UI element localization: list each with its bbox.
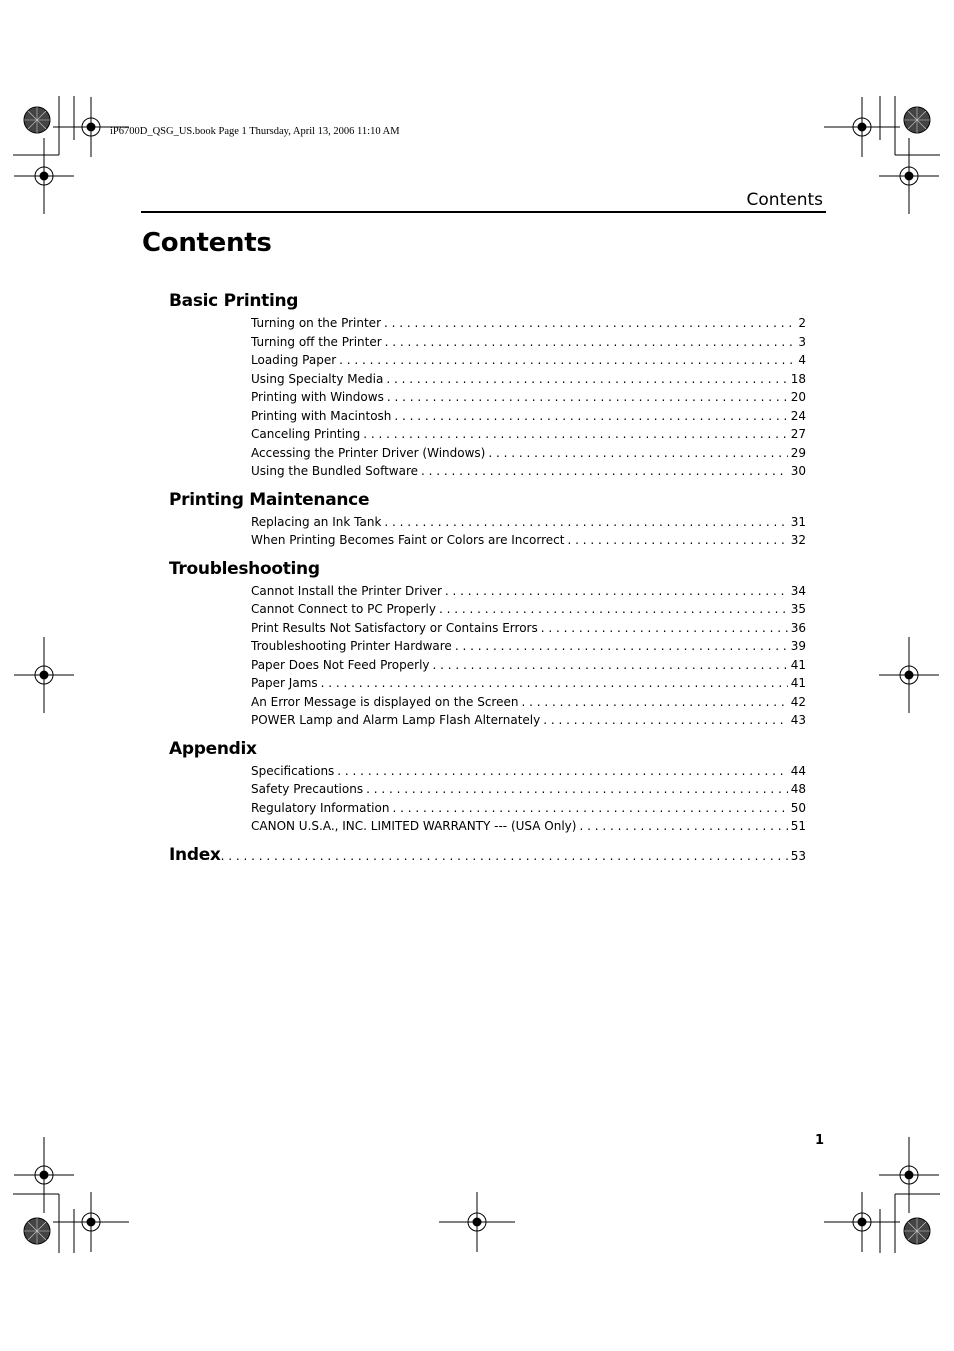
toc-entry[interactable] bbox=[251, 314, 806, 333]
toc-section bbox=[169, 556, 806, 730]
dot-leader bbox=[455, 637, 788, 656]
dot-leader bbox=[543, 711, 788, 730]
dot-leader bbox=[337, 762, 787, 781]
toc-entry-page: 35 bbox=[790, 602, 806, 616]
toc-section-title: Appendix bbox=[169, 738, 257, 759]
toc-entry-label: An Error Message is displayed on the Screen bbox=[251, 694, 519, 709]
dot-leader bbox=[567, 531, 787, 550]
dot-leader bbox=[221, 843, 788, 869]
toc-entry-page: 24 bbox=[790, 408, 806, 423]
toc-entry-page: 44 bbox=[790, 763, 806, 778]
toc-entry-page: 42 bbox=[790, 694, 806, 709]
toc-section bbox=[169, 487, 806, 550]
dot-leader bbox=[579, 817, 787, 836]
toc-entry-label: Canceling Printing bbox=[251, 427, 361, 441]
toc-entry[interactable] bbox=[251, 388, 806, 407]
dot-leader bbox=[385, 333, 796, 352]
toc-entry[interactable] bbox=[251, 780, 806, 799]
toc-entry-label: Cannot Install the Printer Driver bbox=[251, 583, 442, 598]
toc-entry-page: 29 bbox=[790, 445, 806, 460]
toc-entry-page: 48 bbox=[790, 782, 806, 796]
dot-leader bbox=[445, 582, 788, 601]
toc-section-title: Troubleshooting bbox=[169, 558, 320, 579]
toc-entry[interactable] bbox=[251, 462, 806, 481]
dot-leader bbox=[339, 351, 795, 370]
toc-entry-page: 4 bbox=[798, 353, 806, 367]
toc-entry-label: Using Specialty Media bbox=[251, 371, 384, 386]
toc-entry-page: 41 bbox=[790, 676, 806, 690]
toc-entry[interactable] bbox=[251, 333, 806, 352]
dot-leader bbox=[363, 425, 788, 444]
toc-entry-page: 51 bbox=[790, 819, 806, 833]
book-slug: iP6700D_QSG_US.book Page 1 Thursday, April 13, 2006 11:10 AM bbox=[110, 126, 400, 137]
page-title: Contents bbox=[142, 228, 272, 258]
toc-entry-label: Paper Does Not Feed Properly bbox=[251, 657, 430, 672]
toc-entry-label: Specifications bbox=[251, 763, 335, 778]
toc-entry[interactable] bbox=[251, 513, 806, 532]
toc-entry-label: CANON U.S.A., INC. LIMITED WARRANTY --- (USA Only) bbox=[251, 819, 577, 833]
toc-entry-label: Print Results Not Satisfactory or Contains Errors bbox=[251, 620, 538, 635]
dot-leader bbox=[488, 444, 787, 463]
toc-entry[interactable] bbox=[251, 582, 806, 601]
toc-entry-label: Turning off the Printer bbox=[251, 334, 382, 349]
dot-leader bbox=[541, 619, 788, 638]
toc-entry-page: 32 bbox=[790, 533, 806, 547]
table-of-contents bbox=[169, 288, 806, 868]
toc-entry-page: 34 bbox=[790, 583, 806, 598]
toc-index-entry[interactable] bbox=[169, 842, 806, 868]
toc-entry-label: Accessing the Printer Driver (Windows) bbox=[251, 445, 486, 460]
page-number: 1 bbox=[814, 1133, 824, 1148]
toc-entry[interactable] bbox=[251, 711, 806, 730]
dot-leader bbox=[321, 674, 788, 693]
toc-entry[interactable] bbox=[251, 444, 806, 463]
toc-entry-page: 43 bbox=[790, 713, 806, 727]
toc-entry[interactable] bbox=[251, 656, 806, 675]
toc-entry-page: 31 bbox=[790, 514, 806, 529]
toc-entry[interactable] bbox=[251, 799, 806, 818]
running-head: Contents bbox=[746, 190, 823, 210]
toc-entry[interactable] bbox=[251, 531, 806, 550]
toc-entry[interactable] bbox=[251, 407, 806, 426]
toc-entry-page: 3 bbox=[798, 334, 806, 349]
dot-leader bbox=[386, 370, 787, 389]
toc-entry[interactable] bbox=[251, 762, 806, 781]
toc-entry[interactable] bbox=[251, 600, 806, 619]
toc-entry[interactable] bbox=[251, 619, 806, 638]
toc-entry-label: Regulatory Information bbox=[251, 800, 390, 815]
toc-entry-label: POWER Lamp and Alarm Lamp Flash Alternately bbox=[251, 713, 541, 727]
dot-leader bbox=[366, 780, 788, 799]
toc-entry[interactable] bbox=[251, 817, 806, 836]
toc-entry-label: Paper Jams bbox=[251, 676, 318, 690]
toc-entry[interactable] bbox=[251, 370, 806, 389]
toc-entry-label: Using the Bundled Software bbox=[251, 464, 419, 478]
toc-entry[interactable] bbox=[251, 674, 806, 693]
dot-leader bbox=[392, 799, 787, 818]
dot-leader bbox=[433, 656, 788, 675]
toc-entry-label: Troubleshooting Printer Hardware bbox=[251, 639, 452, 653]
toc-entry-page: 50 bbox=[790, 800, 806, 815]
toc-entry-page: 2 bbox=[798, 316, 806, 330]
toc-entry-label: When Printing Becomes Faint or Colors are Incorrect bbox=[251, 533, 565, 547]
toc-section bbox=[169, 736, 806, 836]
toc-entry-label: Printing with Windows bbox=[251, 390, 384, 404]
toc-entry-label: Turning on the Printer bbox=[251, 316, 382, 330]
toc-entry-page: 30 bbox=[790, 464, 806, 478]
toc-index-page: 53 bbox=[790, 848, 806, 863]
dot-leader bbox=[421, 462, 788, 481]
dot-leader bbox=[384, 513, 787, 532]
toc-index-label: Index bbox=[169, 844, 221, 865]
toc-entry[interactable] bbox=[251, 425, 806, 444]
toc-entry-page: 20 bbox=[790, 390, 806, 404]
header-rule bbox=[141, 211, 826, 213]
dot-leader bbox=[394, 407, 787, 426]
toc-entry-page: 18 bbox=[790, 371, 806, 386]
toc-entry-label: Replacing an Ink Tank bbox=[251, 514, 382, 529]
toc-entry-page: 36 bbox=[790, 620, 806, 635]
toc-entry-label: Printing with Macintosh bbox=[251, 408, 392, 423]
toc-entry[interactable] bbox=[251, 693, 806, 712]
toc-entry-page: 41 bbox=[790, 657, 806, 672]
toc-entry-page: 27 bbox=[790, 427, 806, 441]
toc-entry[interactable] bbox=[251, 637, 806, 656]
toc-entry-page: 39 bbox=[790, 639, 806, 653]
toc-entry-label: Safety Precautions bbox=[251, 782, 364, 796]
dot-leader bbox=[439, 600, 788, 619]
dot-leader bbox=[521, 693, 787, 712]
toc-entry-label: Loading Paper bbox=[251, 353, 337, 367]
toc-entry-label: Cannot Connect to PC Properly bbox=[251, 602, 436, 616]
toc-section-title: Printing Maintenance bbox=[169, 489, 370, 510]
dot-leader bbox=[387, 388, 788, 407]
dot-leader bbox=[384, 314, 795, 333]
toc-section bbox=[169, 288, 806, 481]
toc-entry[interactable] bbox=[251, 351, 806, 370]
toc-section-title: Basic Printing bbox=[169, 291, 299, 311]
